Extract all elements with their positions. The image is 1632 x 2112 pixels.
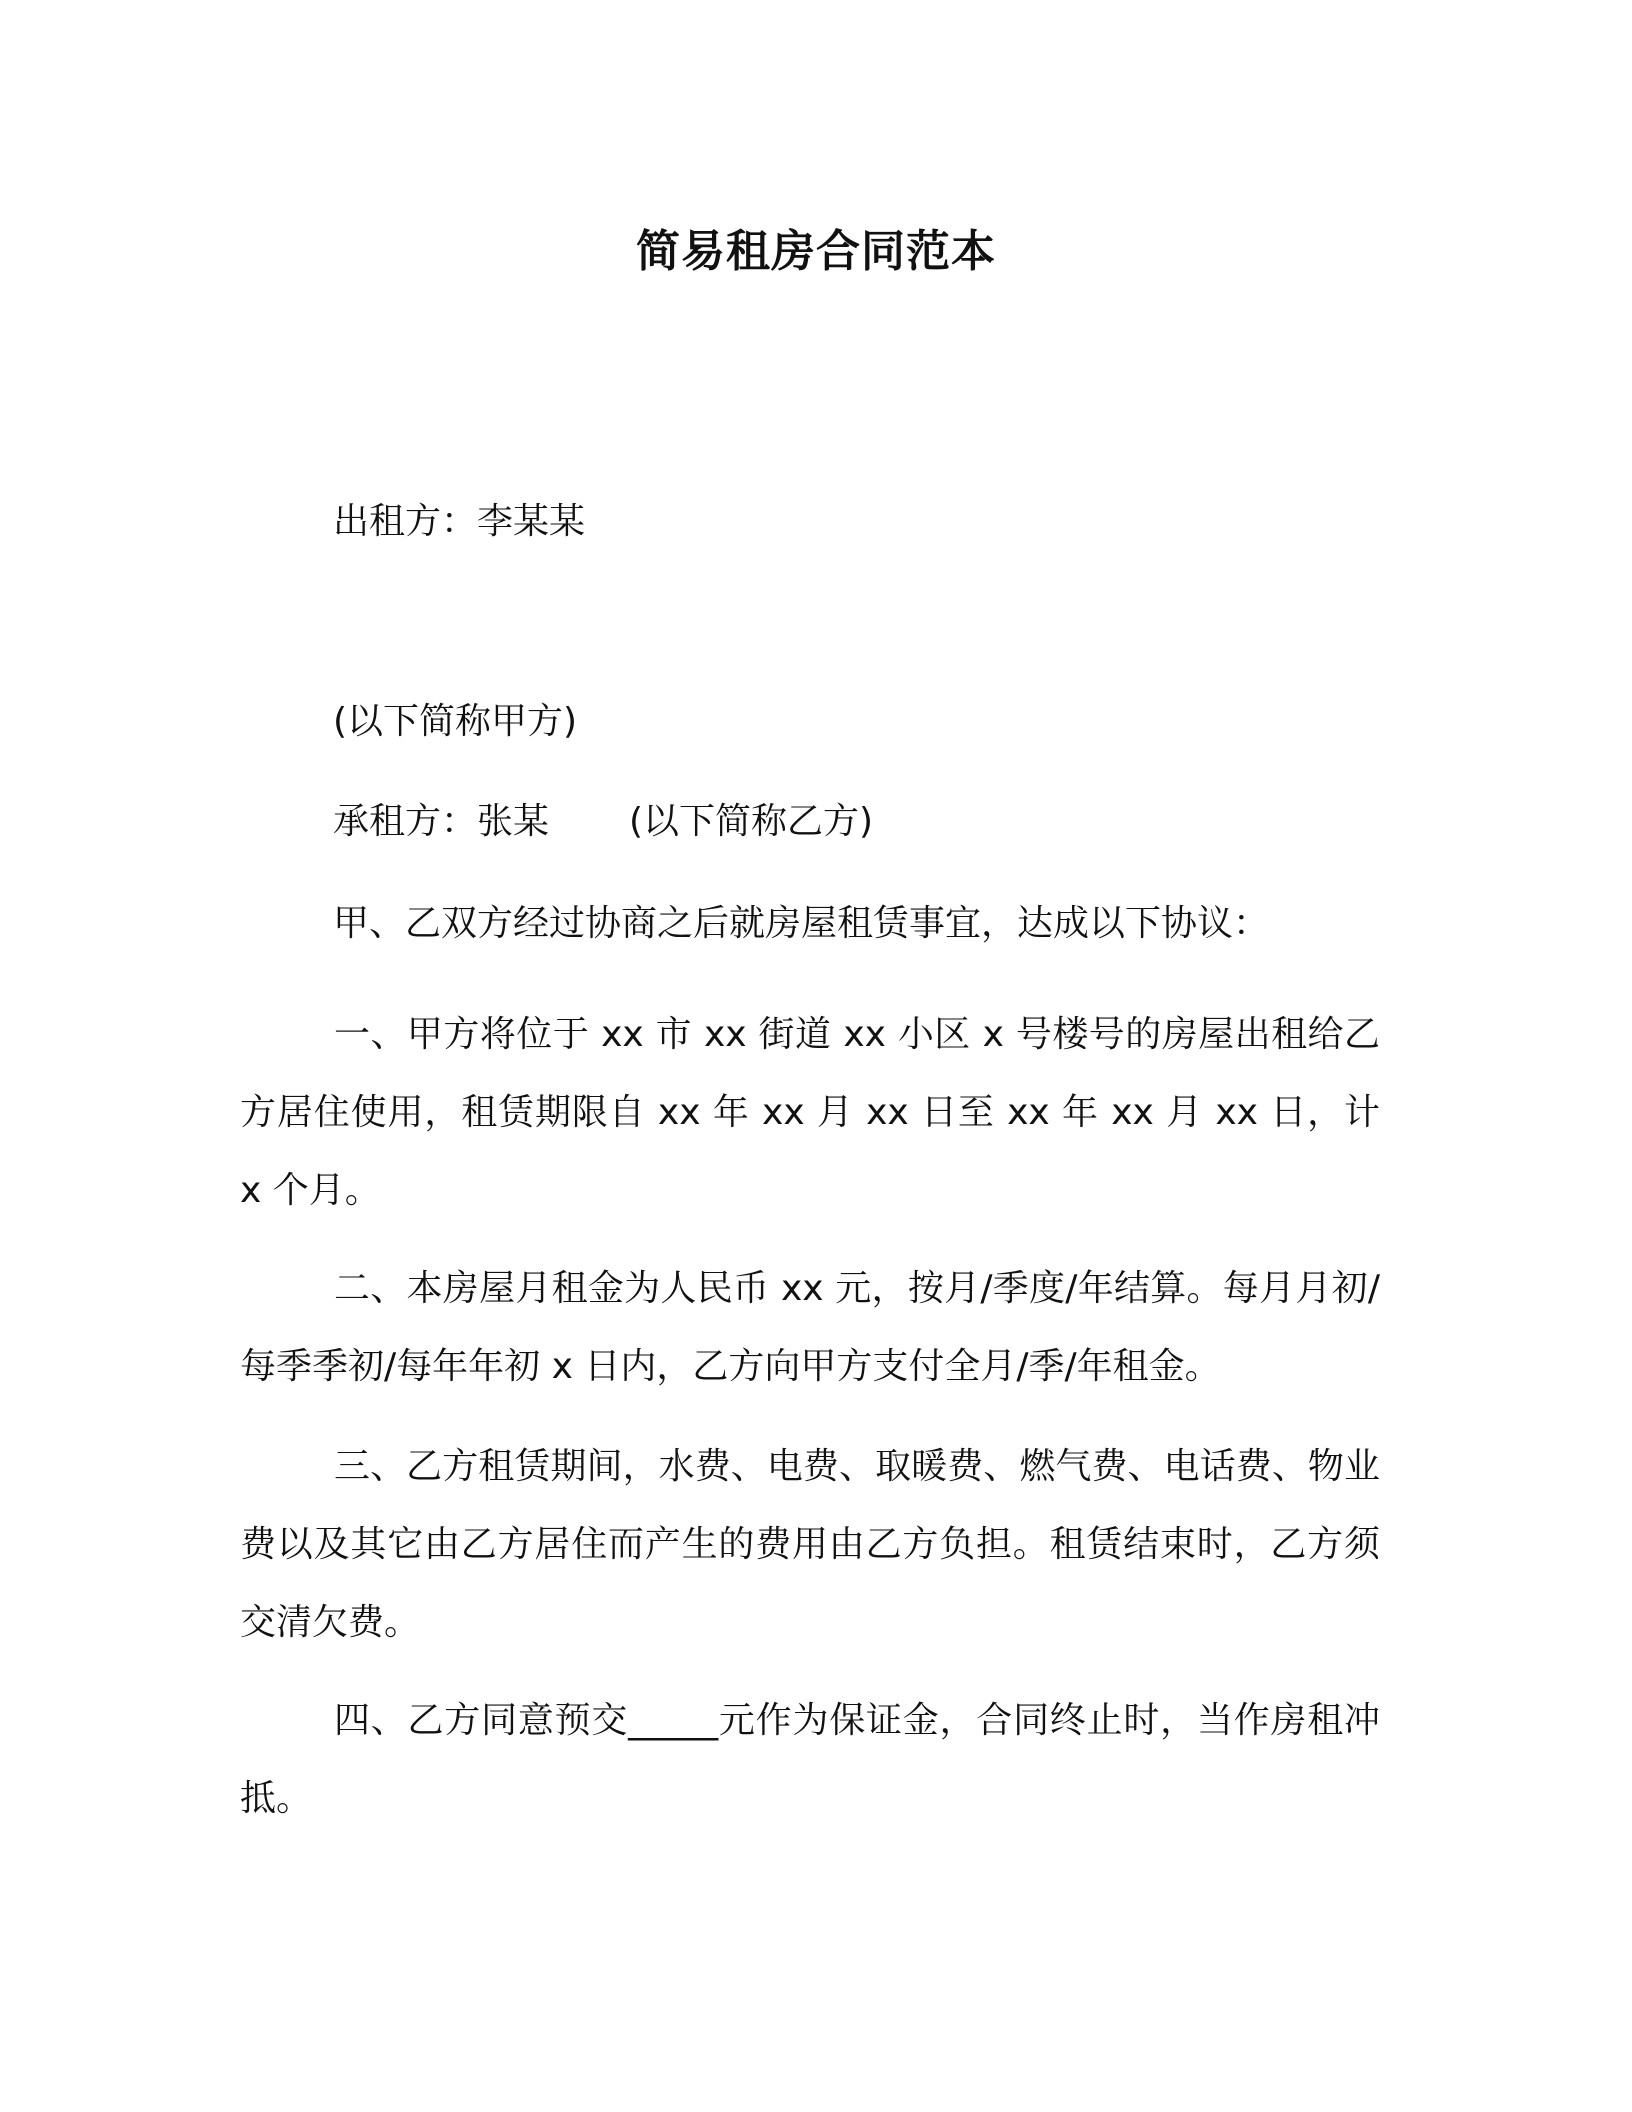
clause-1-paragraph: 一、甲方将位于 xx 市 xx 街道 xx 小区 x 号楼号的房屋出租给乙方居住使用，租赁期限自 xx 年 xx 月 xx 日至 xx 年 xx 月 xx 日，计 x 个月。 [240, 1014, 1380, 1211]
clause-3-paragraph: 三、乙方租赁期间，水费、电费、取暖费、燃气费、电话费、物业费以及其它由乙方居住而产生的费用由乙方负担。租赁结束时，乙方须交清欠费。 [240, 1446, 1380, 1643]
clause-2-paragraph: 二、本房屋月租金为人民币 xx 元，按月/季度/年结算。每月月初/每季季初/每年年初 x 日内，乙方向甲方支付全月/季/年租金。 [240, 1268, 1380, 1387]
document-title: 简易租房合同范本 [636, 226, 996, 277]
intro-paragraph: 甲、乙双方经过协商之后就房屋租赁事宜，达成以下协议： [333, 903, 1270, 944]
lessor-note: (以下简称甲方) [333, 701, 578, 742]
clause-4-paragraph: 四、乙方同意预交_____元作为保证金，合同终止时，当作房租冲抵。 [240, 1700, 1380, 1819]
lessee-row [333, 794, 873, 850]
lessor-line: 出租方：李某某 [333, 501, 586, 542]
lessee-note: (以下简称乙方) [629, 801, 874, 842]
lessee-line: 承租方：张某 [333, 801, 550, 842]
